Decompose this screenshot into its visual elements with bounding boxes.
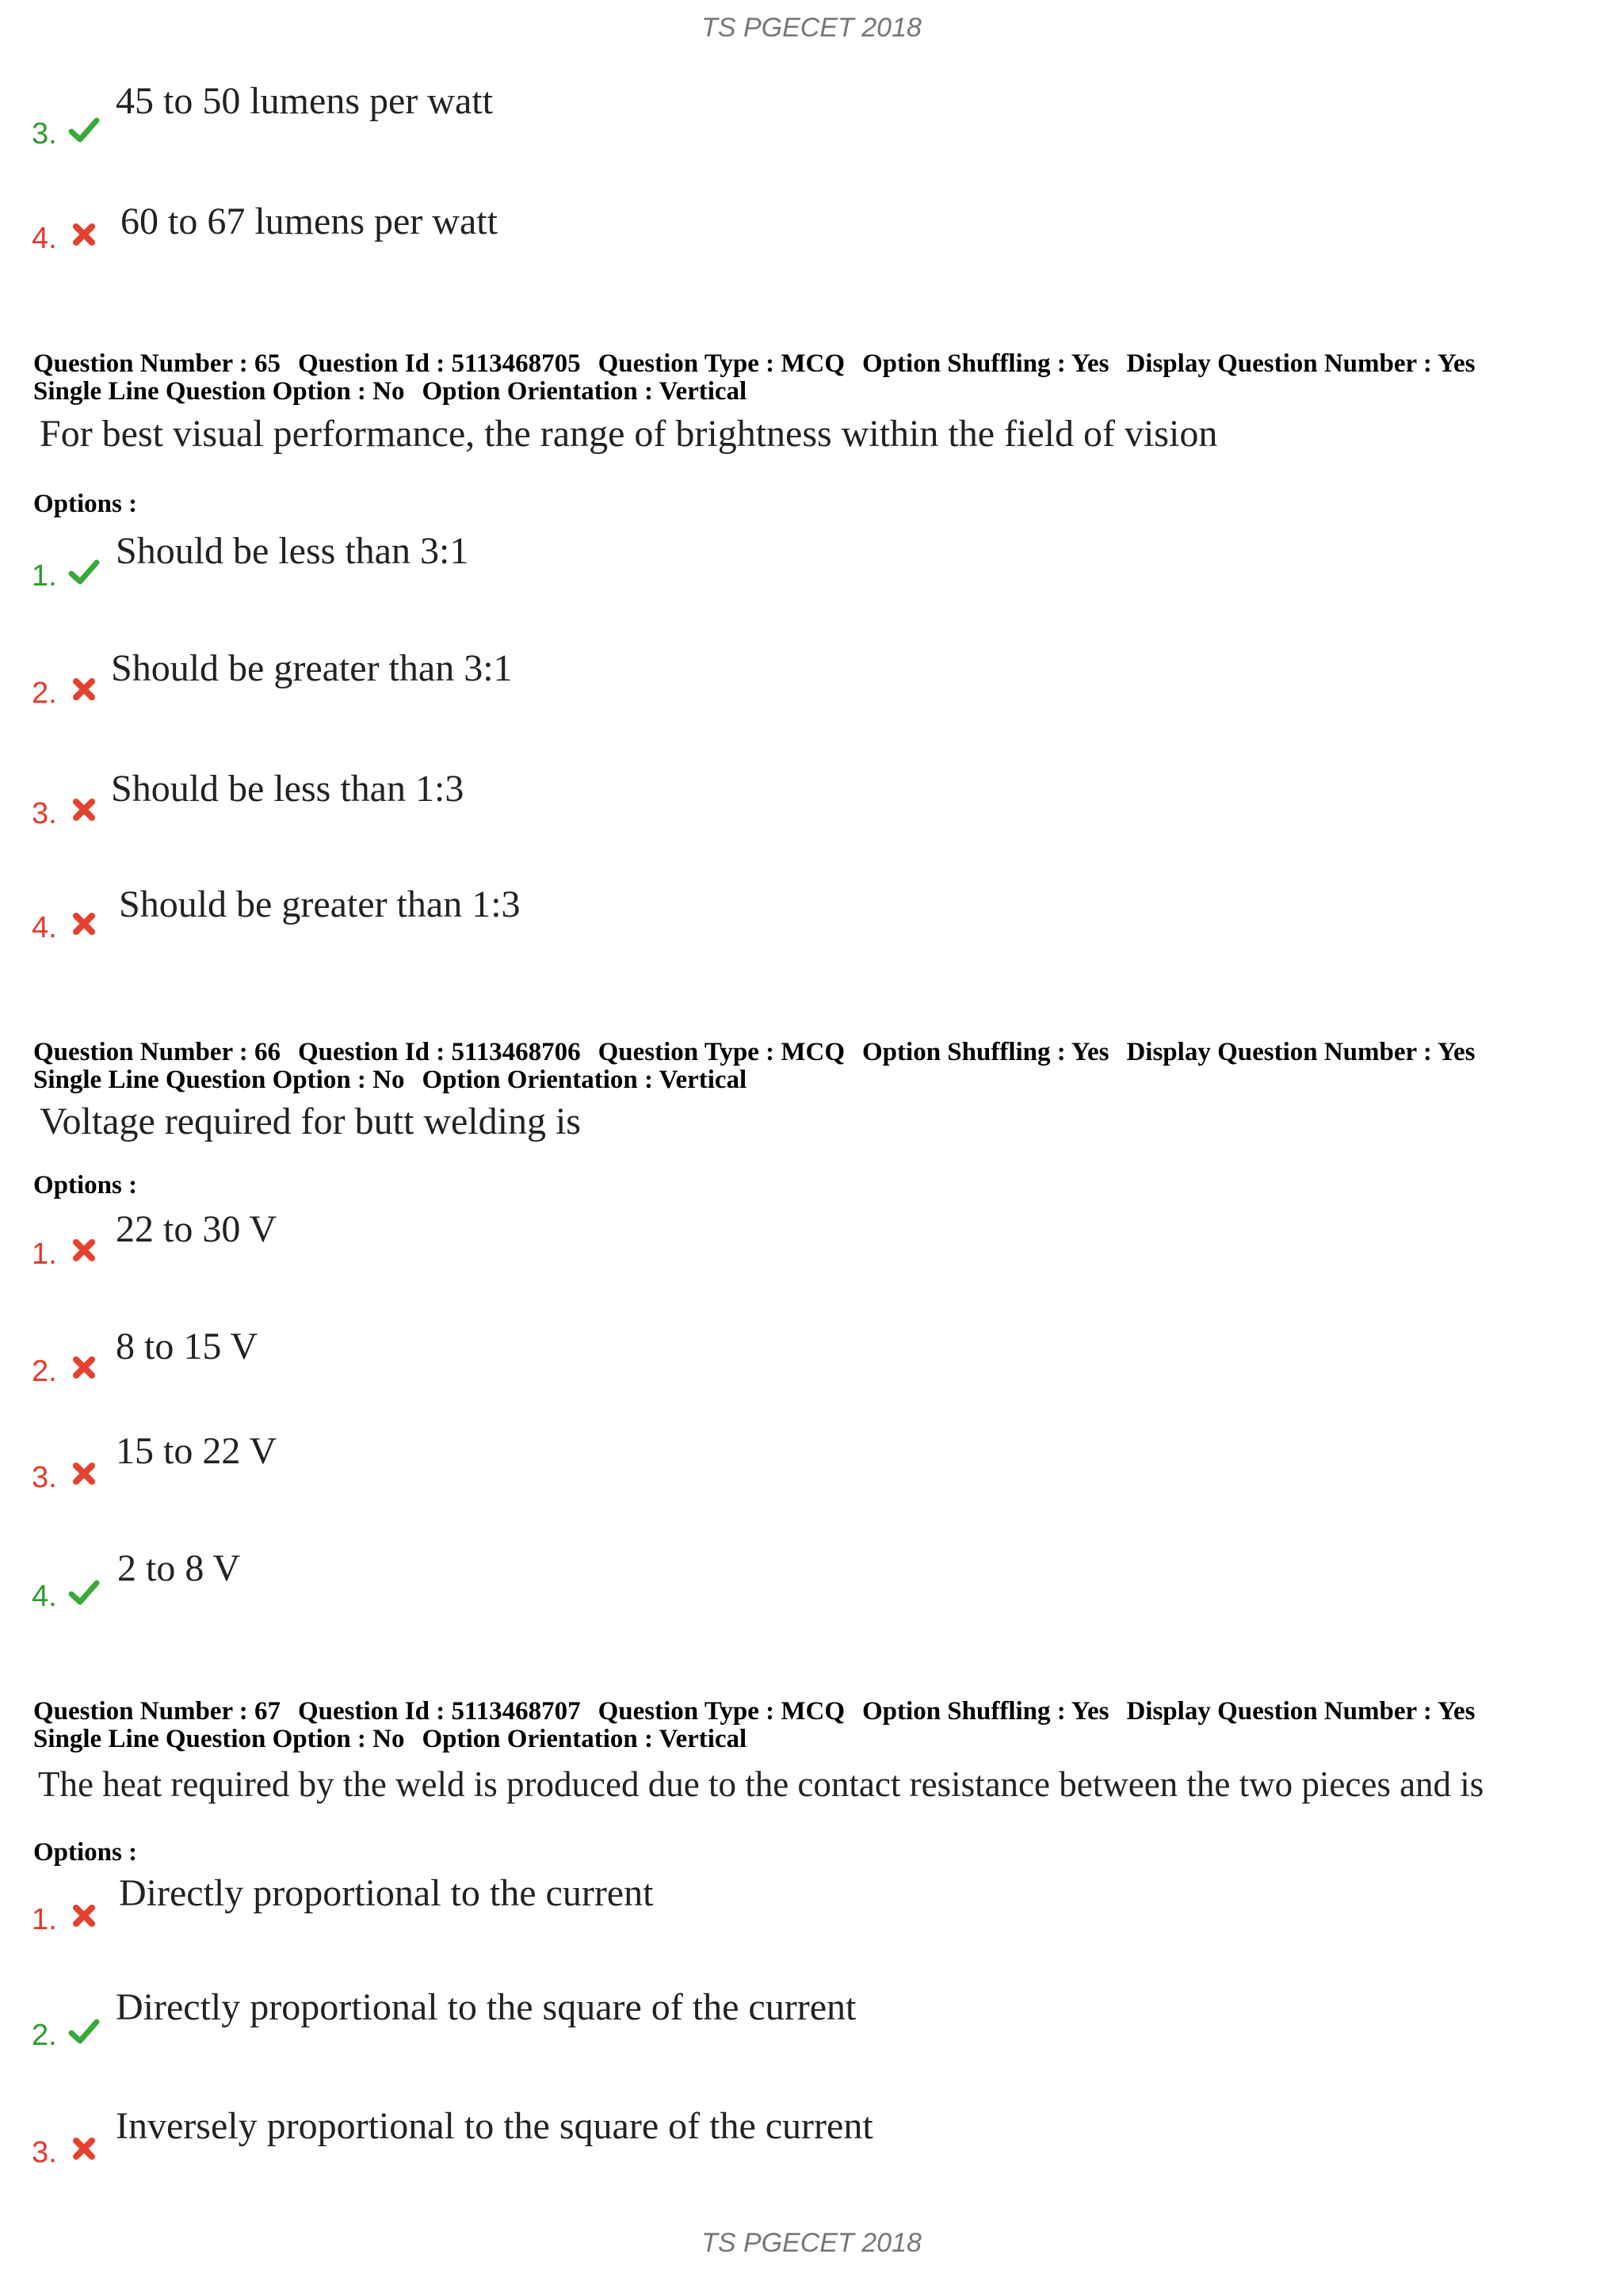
- options-label: Options :: [33, 1171, 138, 1199]
- option-text: 45 to 50 lumens per watt: [116, 80, 493, 122]
- option-text: Should be less than 3:1: [116, 530, 469, 572]
- option-65-1: [32, 529, 1300, 593]
- option-number: 3.: [32, 797, 57, 830]
- option-66-1: [32, 1207, 1300, 1271]
- option-prev-3: [32, 79, 1300, 151]
- option-67-2: [32, 1985, 1300, 2052]
- option-number: 2.: [32, 677, 57, 710]
- option-number: 1.: [32, 559, 57, 593]
- cross-icon: [68, 908, 100, 940]
- cross-icon: [68, 1352, 100, 1383]
- option-number: 3.: [32, 1461, 57, 1494]
- page-footer: TS PGECET 2018: [701, 2228, 922, 2258]
- option-text: 15 to 22 V: [116, 1430, 277, 1472]
- option-65-4: [32, 883, 1300, 946]
- option-prev-4: [32, 200, 1300, 263]
- cross-icon: [68, 1900, 100, 1932]
- cross-icon: [68, 794, 100, 826]
- option-number: 4.: [32, 222, 57, 255]
- option-66-4: [32, 1547, 1300, 1613]
- question-text-65: For best visual performance, the range of brightness within the field of vision: [40, 413, 1218, 455]
- option-text: 22 to 30 V: [116, 1208, 277, 1250]
- question-text-66: Voltage required for butt welding is: [40, 1100, 581, 1142]
- question-meta-67: Question Number : 67 Question Id : 5113468707 Question Type : MCQ Option Shuffling : Yes Display Question Number : Yes Single Line Question Option : No Option Orientation : Vertical: [33, 1697, 1476, 1753]
- question-meta-66: Question Number : 66 Question Id : 5113468706 Question Type : MCQ Option Shuffling : Yes Display Question Number : Yes Single Line Question Option : No Option Orientation : Vertical: [33, 1038, 1476, 1094]
- option-66-2: [32, 1325, 1300, 1388]
- page-header: TS PGECET 2018: [701, 13, 922, 43]
- option-text: Should be greater than 3:1: [111, 647, 513, 689]
- cross-icon: [68, 1234, 100, 1266]
- option-text: 8 to 15 V: [116, 1325, 258, 1367]
- check-icon: [68, 556, 100, 588]
- option-text: Inversely proportional to the square of the current: [116, 2105, 873, 2147]
- option-text: Directly proportional to the current: [119, 1872, 654, 1914]
- check-icon: [68, 2016, 100, 2047]
- options-label: Options :: [33, 1838, 138, 1867]
- check-icon: [68, 1577, 100, 1608]
- option-65-3: [32, 767, 1300, 830]
- cross-icon: [68, 2133, 100, 2164]
- cross-icon: [68, 219, 100, 250]
- option-text: 60 to 67 lumens per watt: [120, 200, 498, 242]
- question-meta-65: Question Number : 65 Question Id : 5113468705 Question Type : MCQ Option Shuffling : Yes Display Question Number : Yes Single Line Question Option : No Option Orientation : Vertical: [33, 349, 1476, 406]
- option-67-3: [32, 2104, 1300, 2168]
- cross-icon: [68, 1458, 100, 1489]
- options-label: Options :: [33, 490, 138, 518]
- option-65-2: [32, 646, 1300, 710]
- cross-icon: [68, 673, 100, 705]
- option-text: 2 to 8 V: [117, 1547, 241, 1589]
- option-text: Should be less than 1:3: [111, 768, 464, 810]
- question-text-67: The heat required by the weld is produced due to the contact resistance between the two pieces and is: [38, 1764, 1484, 1804]
- option-number: 1.: [32, 1903, 57, 1936]
- option-number: 4.: [32, 1580, 57, 1613]
- option-67-1: [32, 1871, 1300, 1935]
- option-number: 4.: [32, 911, 57, 944]
- option-number: 3.: [32, 2136, 57, 2169]
- check-icon: [68, 114, 100, 146]
- option-text: Should be greater than 1:3: [119, 883, 521, 925]
- option-number: 2.: [32, 2019, 57, 2052]
- option-number: 1.: [32, 1238, 57, 1271]
- option-text: Directly proportional to the square of the current: [116, 1986, 857, 2028]
- option-number: 2.: [32, 1355, 57, 1388]
- option-number: 3.: [32, 117, 57, 151]
- option-66-3: [32, 1429, 1300, 1493]
